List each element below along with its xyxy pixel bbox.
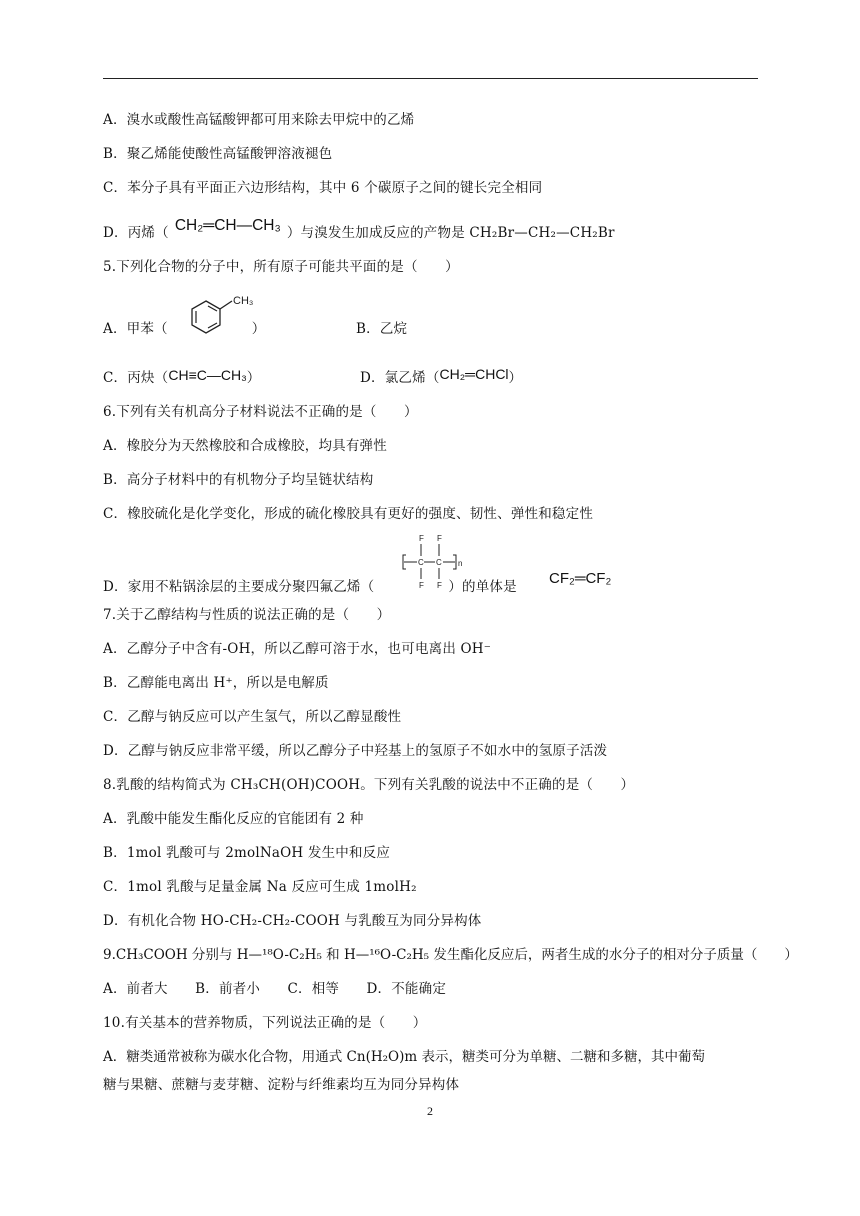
q5-c-prefix: C．丙炔（ [103,370,169,386]
q7-stem: 7.关于乙醇结构与性质的说法正确的是（ ） [103,607,391,623]
q5-stem: 5.下列化合物的分子中，所有原子可能共平面的是（ ） [103,259,459,275]
q9-stem: 9.CH₃COOH 分别与 H—¹⁸O-C₂H₅ 和 H—¹⁶O-C₂H₅ 发生酯化反应后，两者生成的水分子的相对分子质量（ ） [103,947,798,963]
tetrafluoroethylene-formula: CF₂═CF₂ [549,570,612,587]
q4-d-prefix: D．丙烯（ [103,225,169,241]
ptfe-c-left: C [418,558,424,567]
q6-option-c: C．橡胶硫化是化学变化，形成的硫化橡胶具有更好的强度、韧性、弹性和稳定性 [103,506,594,522]
q8-option-c: C．1mol 乳酸与足量金属 Na 反应可生成 1molH₂ [103,879,417,895]
q4-option-b: B．聚乙烯能使酸性高锰酸钾溶液褪色 [103,146,333,162]
q6-d-middle: ）的单体是 [448,579,517,595]
q8-option-d: D．有机化合物 HO-CH₂-CH₂-COOH 与乳酸互为同分异构体 [103,913,482,929]
toluene-structure-icon [188,292,268,344]
propene-formula: CH₂═CH—CH₃ [174,217,281,234]
q6-option-b: B．高分子材料中的有机物分子均呈链状结构 [103,472,374,488]
ptfe-f-top-right: F [437,534,442,543]
q5-option-c [103,368,260,387]
ptfe-f-bottom-right: F [437,581,442,590]
q8-option-b: B．1mol 乳酸可与 2molNaOH 发生中和反应 [103,845,391,861]
q10-stem: 10.有关基本的营养物质，下列说法正确的是（ ） [103,1015,427,1031]
q5-option-d [360,368,522,387]
q7-option-a: A．乙醇分子中含有-OH，所以乙醇可溶于水，也可电离出 OH⁻ [103,641,492,657]
vinyl-chloride-formula: CH₂═CHCl [439,366,509,382]
q10-option-a-line2: 糖与果糖、蔗糖与麦芽糖、淀粉与纤维素均互为同分异构体 [103,1077,460,1093]
toluene-ch3-label: CH₃ [233,295,254,307]
header-rule [103,78,758,79]
q6-d-prefix: D．家用不粘锅涂层的主要成分聚四氟乙烯（ [103,579,375,595]
q5-a-prefix: A．甲苯（ [103,321,168,337]
q4-option-a: A．溴水或酸性高锰酸钾都可用来除去甲烷中的乙烯 [103,112,415,128]
ptfe-n-subscript: n [458,559,463,568]
q5-d-suffix: ） [508,370,523,386]
ptfe-c-right: C [436,558,442,567]
q4-d-suffix: ）与溴发生加成反应的产物是 CH₂Br—CH₂—CH₂Br [286,225,615,241]
ptfe-f-top-left: F [419,534,424,543]
q10-option-a-line1: A．糖类通常被称为碳水化合物，用通式 Cn(H₂O)m 表示，糖类可分为单糖、二糖和多糖，其中葡萄 [103,1049,705,1065]
q6-option-a: A．橡胶分为天然橡胶和合成橡胶，均具有弹性 [103,438,387,454]
q5-a-suffix: ） [251,321,266,337]
q4-option-d [103,217,615,242]
q6-stem: 6.下列有关有机高分子材料说法不正确的是（ ） [103,404,418,420]
propyne-formula: CH≡C—CH₃ [168,367,247,383]
q7-option-b: B．乙醇能电离出 H⁺，所以是电解质 [103,675,329,691]
q8-stem: 8.乳酸的结构简式为 CH₃CH(OH)COOH。下列有关乳酸的说法中不正确的是（ ） [103,777,635,793]
q5-d-prefix: D．氯乙烯（ [360,370,440,386]
q7-option-d: D．乙醇与钠反应非常平缓，所以乙醇分子中羟基上的氢原子不如水中的氢原子活泼 [103,743,608,759]
q5-c-suffix: ） [246,370,261,386]
q9-options: A．前者大 B．前者小 C．相等 D．不能确定 [103,981,447,997]
q5-option-b: B．乙烷 [356,321,408,337]
page-number: 2 [427,1104,433,1118]
ptfe-f-bottom-left: F [419,581,424,590]
ptfe-structure-icon [392,533,470,593]
q8-option-a: A．乳酸中能发生酯化反应的官能团有 2 种 [103,811,364,827]
q7-option-c: C．乙醇与钠反应可以产生氢气，所以乙醇显酸性 [103,709,402,725]
q4-option-c: C．苯分子具有平面正六边形结构，其中 6 个碳原子之间的键长完全相同 [103,180,543,196]
